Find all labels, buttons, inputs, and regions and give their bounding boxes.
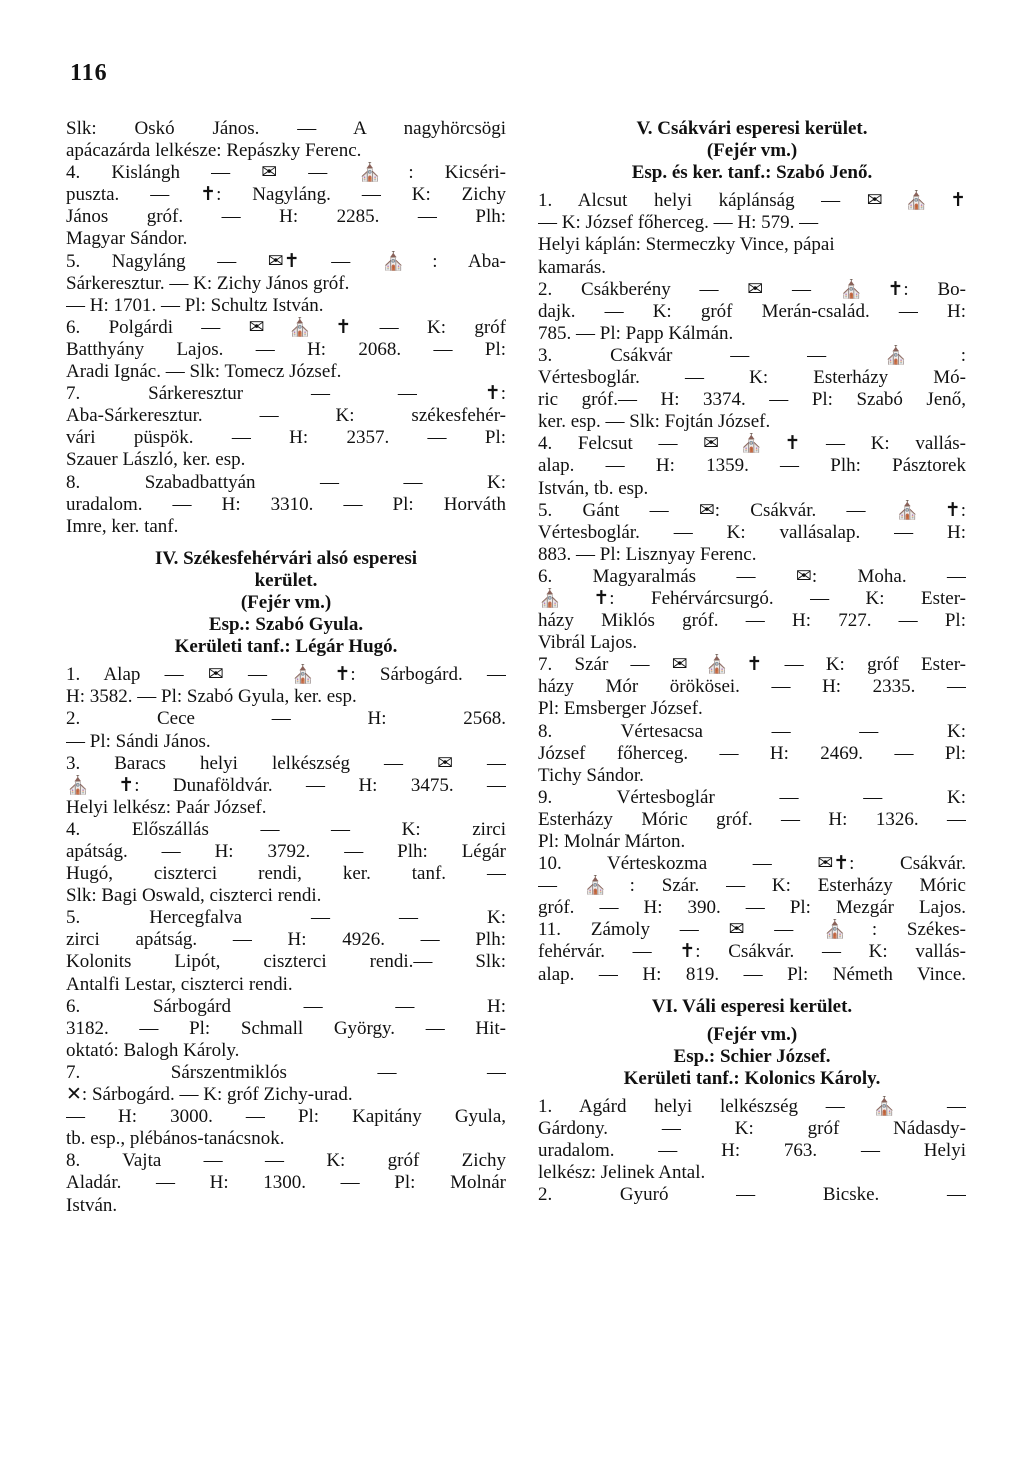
text-line: VI. Váli esperesi kerület. <box>651 995 853 1017</box>
text-line: Esp.: Schier József. <box>673 1045 831 1067</box>
text-line: 3182. — Pl: Schmall György. — Hit- <box>66 1017 506 1039</box>
text-line: uradalom. — H: 763. — Helyi <box>538 1140 966 1162</box>
text-line: Sárkeresztur. — K: Zichy János gróf. <box>66 272 350 294</box>
text-line: Pl: Molnár Márton. <box>538 831 686 852</box>
text-line: 1. Alcsut helyi káplánság — ✉⛪✝ <box>538 190 966 212</box>
text-line: kerület. <box>254 569 318 591</box>
text-line: Batthyány Lajos. — H: 2068. — Pl: <box>66 338 506 360</box>
text-line: Slk: Oskó János. — A nagyhörcsögi <box>66 118 506 139</box>
text-line: Aba-Sárkeresztur. — K: székesfehér- <box>66 405 506 427</box>
text-line: 8. Vajta — — K: gróf Zichy <box>66 1150 506 1172</box>
text-line: 6. Sárbogárd — — H: <box>66 995 506 1017</box>
left-column <box>66 118 506 1217</box>
text-line: oktató: Balogh Károly. <box>66 1039 240 1061</box>
text-line: 11. Zámoly — ✉ — ⛪: Székes- <box>538 919 966 941</box>
text-line: János gróf. — H: 2285. — Plh: <box>66 206 506 228</box>
text-line: 5. Gánt — ✉: Csákvár. — ⛪✝: <box>538 499 966 521</box>
text-line: ✕: Sárbogárd. — K: gróf Zichy-urad. <box>66 1084 353 1106</box>
text-line: dajk. — K: gróf Merán-család. — H: <box>538 300 966 322</box>
text-line: 7. Sárkeresztur — — ✝: <box>66 383 506 405</box>
text-line: ker. esp. — Slk: Fojtán József. <box>538 411 771 433</box>
text-line: Esterházy Móric gróf. — H: 1326. — <box>538 808 966 830</box>
text-line: 9. Vértesboglár — — K: <box>538 786 966 808</box>
text-line: 883. — Pl: Lisznyay Ferenc. <box>538 543 757 565</box>
text-line: Aladár. — H: 1300. — Pl: Molnár <box>66 1172 506 1194</box>
text-line: vári püspök. — H: 2357. — Pl: <box>66 427 506 449</box>
text-line: — Pl: Sándi János. <box>66 730 211 752</box>
text-line: zirci apátság. — H: 4926. — Plh: <box>66 929 506 951</box>
right-column <box>538 118 966 1207</box>
text-line: 2. Cece — H: 2568. <box>66 708 506 730</box>
text-line: Vértesboglár. — K: Esterházy Mó- <box>538 367 966 389</box>
text-line: Kerületi tanf.: Kolonics Károly. <box>623 1067 881 1089</box>
text-line: 7. Szár — ✉⛪✝ — K: gróf Ester- <box>538 654 966 676</box>
text-line: (Fejér vm.) <box>706 1023 798 1045</box>
text-line: fehérvár. — ✝: Csákvár. — K: vallás- <box>538 941 966 963</box>
text-line: 8. Szabadbattyán — — K: <box>66 471 506 493</box>
text-line: V. Csákvári esperesi kerület. <box>636 118 868 139</box>
text-line: Gárdony. — K: gróf Nádasdy- <box>538 1118 966 1140</box>
text-line: Vértesboglár. — K: vallásalap. — H: <box>538 521 966 543</box>
text-line: István. <box>66 1194 118 1216</box>
text-line: Szauer László, ker. esp. <box>66 449 246 471</box>
text-line: ⛪✝: Dunaföldvár. — H: 3475. — <box>66 774 506 796</box>
text-line: lelkész: Jelinek Antal. <box>538 1162 706 1184</box>
text-line: 4. Felcsut — ✉⛪✝ — K: vallás- <box>538 433 966 455</box>
text-line: 785. — Pl: Papp Kálmán. <box>538 322 734 344</box>
text-line: — K: József főherceg. — H: 579. — <box>538 212 819 234</box>
text-line: Tichy Sándor. <box>538 764 644 786</box>
text-line: 10. Vérteskozma — ✉✝: Csákvár. <box>538 853 966 875</box>
text-line: 5. Hercegfalva — — K: <box>66 907 506 929</box>
text-line: Slk: Bagi Oswald, ciszterci rendi. <box>66 885 322 907</box>
text-line: István, tb. esp. <box>538 477 649 499</box>
text-line: 4. Előszállás — — K: zirci <box>66 818 506 840</box>
text-line: házy Miklós gróf. — H: 727. — Pl: <box>538 610 966 632</box>
text-line: Antalfi Lestar, ciszterci rendi. <box>66 973 293 995</box>
text-line: Pl: Emsberger József. <box>538 698 703 720</box>
text-line: Kerületi tanf.: Légár Hugó. <box>174 636 398 658</box>
text-line: 1. Agárd helyi lelkészség — ⛪ — <box>538 1096 966 1118</box>
text-line: alap. — H: 1359. — Plh: Pásztorek <box>538 455 966 477</box>
text-line: Hugó, ciszterci rendi, ker. tanf. — <box>66 863 506 885</box>
text-line: 4. Kislángh — ✉ — ⛪: Kicséri- <box>66 162 506 184</box>
text-line: (Fejér vm.) <box>240 591 332 613</box>
text-line: puszta. — ✝: Nagyláng. — K: Zichy <box>66 184 506 206</box>
text-line: 2. Csákberény — ✉ — ⛪✝: Bo- <box>538 278 966 300</box>
text-line: H: 3582. — Pl: Szabó Gyula, ker. esp. <box>66 686 357 708</box>
text-line: 3. Csákvár — — ⛪: <box>538 344 966 366</box>
text-line: 1. Alap — ✉ — ⛪✝: Sárbogárd. — <box>66 664 506 686</box>
text-line: Kolonits Lipót, ciszterci rendi.— Slk: <box>66 951 506 973</box>
text-line: 3. Baracs helyi lelkészség — ✉ — <box>66 752 506 774</box>
text-line: Esp. és ker. tanf.: Szabó Jenő. <box>631 162 873 184</box>
text-line: IV. Székesfehérvári alsó esperesi <box>154 547 418 569</box>
text-line: Aradi Ignác. — Slk: Tomecz József. <box>66 361 342 383</box>
text-line: 6. Polgárdi — ✉⛪✝ — K: gróf <box>66 316 506 338</box>
text-line: — ⛪: Szár. — K: Esterházy Móric <box>538 875 966 897</box>
text-line: uradalom. — H: 3310. — Pl: Horváth <box>66 493 506 515</box>
text-line: alap. — H: 819. — Pl: Németh Vince. <box>538 963 966 985</box>
text-line: Vibrál Lajos. <box>538 632 638 654</box>
text-line: Helyi lelkész: Paár József. <box>66 796 267 818</box>
text-line: 6. Magyaralmás — ✉: Moha. — <box>538 565 966 587</box>
text-line: tb. esp., plébános-tanácsnok. <box>66 1128 285 1150</box>
text-line: Helyi káplán: Stermeczky Vince, pápai <box>538 234 835 256</box>
text-line: 5. Nagyláng — ✉✝ — ⛪: Aba- <box>66 250 506 272</box>
text-line: József főherceg. — H: 2469. — Pl: <box>538 742 966 764</box>
text-line: házy Mór örökösei. — H: 2335. — <box>538 676 966 698</box>
text-line: — H: 1701. — Pl: Schultz István. <box>66 294 324 316</box>
text-line: apácazárda lelkésze: Repászky Ferenc. <box>66 140 362 162</box>
text-line: 2. Gyuró — Bicske. — <box>538 1184 966 1206</box>
text-line: — H: 3000. — Pl: Kapitány Gyula, <box>66 1106 506 1128</box>
page-number: 116 <box>70 60 108 86</box>
text-line: ric gróf.— H: 3374. — Pl: Szabó Jenő, <box>538 389 966 411</box>
text-line: 8. Vértesacsa — — K: <box>538 720 966 742</box>
text-line: gróf. — H: 390. — Pl: Mezgár Lajos. <box>538 897 966 919</box>
text-line: kamarás. <box>538 256 607 278</box>
text-line: Esp.: Szabó Gyula. <box>208 614 364 636</box>
text-line: 7. Sárszentmiklós — — <box>66 1061 506 1083</box>
text-line: Imre, ker. tanf. <box>66 515 179 537</box>
text-line: (Fejér vm.) <box>706 140 798 162</box>
text-line: ⛪✝: Fehérvárcsurgó. — K: Ester- <box>538 587 966 609</box>
text-line: apátság. — H: 3792. — Plh: Légár <box>66 841 506 862</box>
text-line: Magyar Sándor. <box>66 228 188 250</box>
